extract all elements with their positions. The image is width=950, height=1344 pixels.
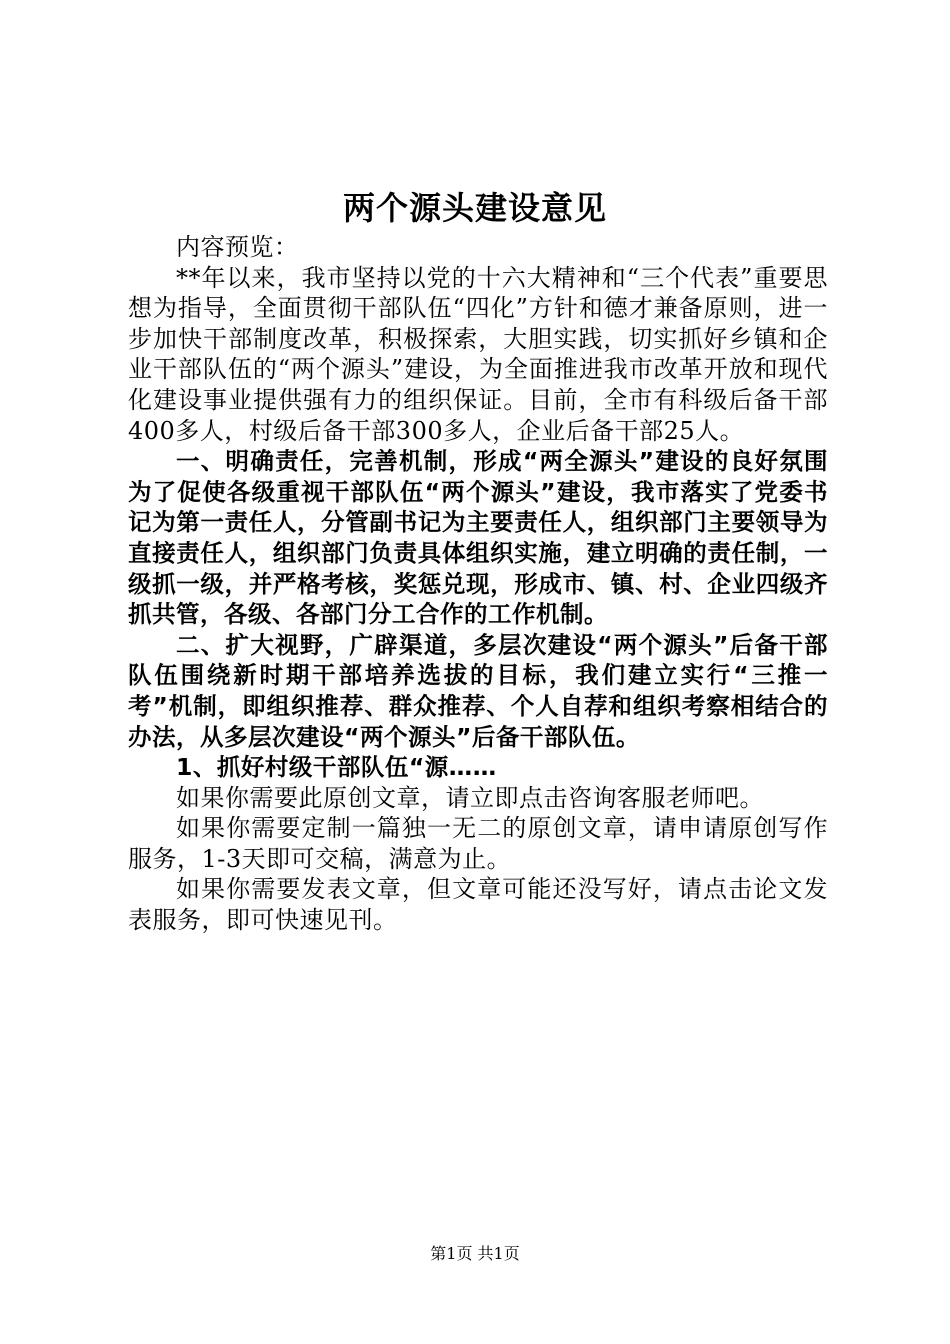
section-two-paragraph: 二、扩大视野，广辟渠道，多层次建设“两个源头”后备干部队伍围绕新时期干部培养选拔的目标，我们建立实行“三推一考”机制，即组织推荐、群众推荐、个人自荐和组织考察相结合的办法，从多层次建设“两个源头”后备干部队伍。 <box>128 630 828 751</box>
document-title: 两个源头建设意见 <box>342 189 607 227</box>
custom-writing-text[interactable]: 如果你需要定制一篇独一无二的原创文章，请申请原创写作服务，1-3天即可交稿，满意为止。 <box>128 814 828 873</box>
publish-service-text[interactable]: 如果你需要发表文章，但文章可能还没写好，请点击论文发表服务，即可快速见刊。 <box>128 875 828 935</box>
consult-link-text[interactable]: 如果你需要此原创文章，请立即点击咨询客服老师吧。 <box>176 783 764 812</box>
page-footer: 第1页 共1页 <box>430 1244 520 1263</box>
document-body <box>128 232 828 936</box>
intro-paragraph: **年以来，我市坚持以党的十六大精神和“三个代表”重要思想为指导，全面贯彻干部队伍“四化”方针和德才兼备原则，进一步加快干部制度改革，积极探索，大胆实践，切实抓好乡镇和企业干部队伍的“两个源头”建设，为全面推进我市改革开放和现代化建设事业提供强有力的组织保证。目前，全市有科级后备干部400多人，村级后备干部300多人，企业后备干部25人。 <box>128 263 828 445</box>
preview-label: 内容预览： <box>176 233 299 261</box>
section-one-paragraph: 一、明确责任，完善机制，形成“两全源头”建设的良好氛围为了促使各级重视干部队伍“两个源头”建设，我市落实了党委书记为第一责任人，分管副书记为主要责任人，组织部门主要领导为直接责任人，组织部门负责具体组织实施，建立明确的责任制，一级抓一级，并严格考核，奖惩兑现，形成市、镇、村、企业四级齐抓共管，各级、各部门分工合作的工作机制。 <box>128 447 828 629</box>
subsection-one-heading: 1、抓好村级干部队伍“源…… <box>176 753 497 782</box>
